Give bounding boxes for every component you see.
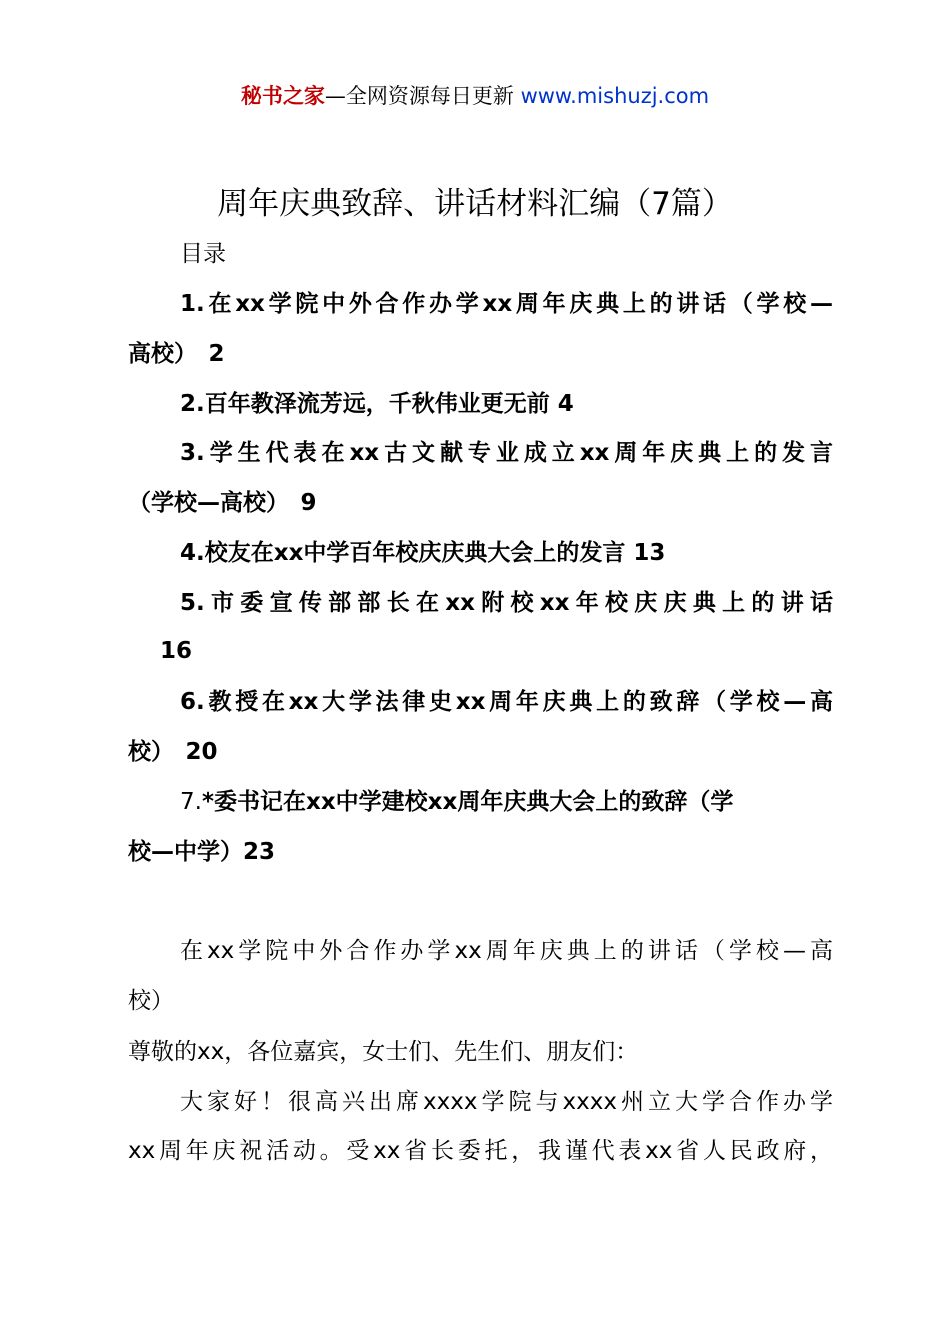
- toc-item-5-line1[interactable]: 5.市委宣传部部长在xx附校xx年校庆庆典上的讲话: [180, 590, 833, 616]
- header-slogan: —全网资源每日更新: [324, 84, 521, 108]
- paragraph-1-line2: xx周年庆祝活动。受xx省长委托，我谨代表xx省人民政府，: [128, 1138, 833, 1164]
- toc-item-6-line1[interactable]: 6.教授在xx大学法律史xx周年庆典上的致辞（学校—高: [180, 689, 833, 715]
- toc-item-2[interactable]: 2.百年教泽流芳远，千秋伟业更无前 4: [180, 391, 574, 417]
- section-title-line1: 在xx学院中外合作办学xx周年庆典上的讲话（学校—高: [180, 938, 833, 964]
- brand-name: 秘书之家: [240, 84, 325, 108]
- site-url-link[interactable]: www.mishuzj.com: [520, 84, 710, 108]
- toc-item-7-line2[interactable]: 校—中学）23: [128, 839, 276, 865]
- site-header: [0, 82, 950, 110]
- paragraph-1-line1: 大家好！很高兴出席xxxx学院与xxxx州立大学合作办学: [180, 1089, 833, 1115]
- document-title: 周年庆典致辞、讲话材料汇编（7篇）: [217, 186, 733, 222]
- toc-item-7-text: *委书记在xx中学建校xx周年庆典大会上的致辞（学: [201, 789, 734, 815]
- toc-item-7-prefix: 7.: [180, 789, 202, 815]
- toc-item-4[interactable]: 4.校友在xx中学百年校庆庆典大会上的发言 13: [180, 540, 666, 566]
- salutation: 尊敬的xx，各位嘉宾，女士们、先生们、朋友们：: [128, 1039, 639, 1065]
- section-title-line2: 校）: [128, 988, 174, 1014]
- toc-item-3-line2[interactable]: （学校—高校） 9: [128, 490, 317, 516]
- toc-item-7-line1[interactable]: [180, 786, 833, 818]
- toc-heading: 目录: [180, 241, 226, 267]
- toc-item-5-line2[interactable]: 16: [160, 638, 193, 664]
- toc-item-1-line2[interactable]: 高校） 2: [128, 341, 225, 367]
- toc-item-1-line1[interactable]: 1.在xx学院中外合作办学xx周年庆典上的讲话（学校—: [180, 291, 833, 317]
- toc-item-6-line2[interactable]: 校） 20: [128, 739, 218, 765]
- toc-item-3-line1[interactable]: 3.学生代表在xx古文献专业成立xx周年庆典上的发言: [180, 440, 833, 466]
